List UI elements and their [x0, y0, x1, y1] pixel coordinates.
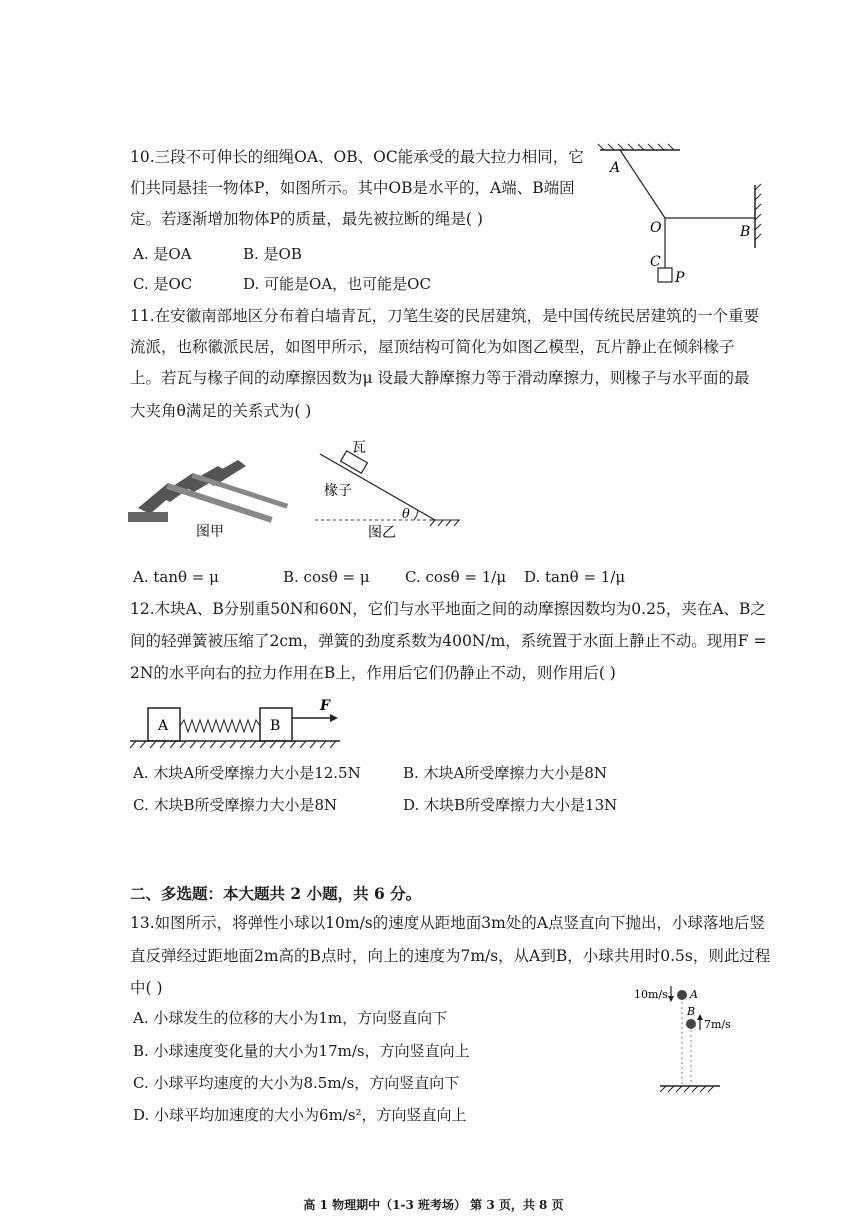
q11-line-2: 流派，也称徽派民居，如图甲所示，屋顶结构可简化为如图乙模型，瓦片静止在倾斜椽子: [130, 338, 735, 356]
q10-option-c: C. 是OC: [133, 275, 193, 293]
q11-label-chuanzi: 椽子: [324, 483, 352, 499]
q11-incline-figure: [310, 440, 470, 540]
q11-option-b: B. cosθ = μ: [283, 568, 370, 586]
q12-option-b: B. 木块A所受摩擦力大小是8N: [403, 764, 608, 782]
q12-label-f: F: [320, 698, 330, 714]
q11-label-jia: 图甲: [196, 524, 224, 538]
q13-line-1: 13.如图所示，将弹性小球以10m/s的速度从距地面3m处的A点竖直向下抛出，小球落地后竖: [130, 914, 766, 932]
page-footer: 高 1 物理期中（1-3 班考场） 第 3 页，共 8 页: [303, 1198, 564, 1212]
q11-option-d: D. tanθ = 1/μ: [524, 568, 626, 586]
q12-label-a: A: [158, 718, 169, 734]
q13-line-2: 直反弹经过距地面2m高的B点时，向上的速度为7m/s，从A到B，小球共用时0.5s，则此过程: [130, 947, 771, 965]
q13-line-3: 中( ): [130, 979, 163, 997]
q12-option-d: D. 木块B所受摩擦力大小是13N: [403, 796, 618, 814]
q10-line-1: 10.三段不可伸长的细绳OA、OB、OC能承受的最大拉力相同，它: [130, 148, 584, 166]
q11-line-1: 11.在安徽南部地区分布着白墙青瓦，刀笔生姿的民居建筑，是中国传统民居建筑的一个重要: [130, 307, 760, 325]
section2-heading: 二、多选题：本大题共 2 小题，共 6 分。: [130, 884, 422, 903]
q11-line-3: 上。若瓦与椽子间的动摩擦因数为μ 设最大静摩擦力等于滑动摩擦力，则椽子与水平面的最: [130, 369, 750, 387]
q10-option-d: D. 可能是OA，也可能是OC: [243, 275, 431, 293]
q13-ball-figure: [620, 982, 760, 1100]
q13-label-v2: 7m/s: [704, 1018, 731, 1031]
q11-line-4: 大夹角θ满足的关系式为( ): [130, 402, 312, 420]
q11-label-theta: θ: [402, 507, 410, 522]
q11-label-wa: 瓦: [352, 440, 366, 456]
q13-option-d: D. 小球平均加速度的大小为6m/s²，方向竖直向上: [133, 1106, 467, 1124]
q11-label-yi: 图乙: [368, 525, 396, 540]
q13-label-v1: 10m/s: [634, 988, 668, 1001]
q10-label-a: A: [610, 160, 621, 176]
q10-label-b: B: [740, 224, 751, 240]
q13-label-b: B: [687, 1005, 696, 1018]
q13-option-a: A. 小球发生的位移的大小为1m，方向竖直向下: [133, 1009, 448, 1027]
q10-rope-figure: [590, 140, 775, 290]
q13-option-c: C. 小球平均速度的大小为8.5m/s，方向竖直向下: [133, 1074, 460, 1092]
q10-label-p: P: [675, 270, 685, 286]
q12-option-a: A. 木块A所受摩擦力大小是12.5N: [133, 764, 361, 782]
q10-label-c: C: [650, 254, 661, 270]
q10-label-o: O: [650, 220, 662, 236]
q12-line-3: 2N的水平向右的拉力作用在B上，作用后它们仍静止不动，则作用后( ): [130, 664, 616, 682]
q10-option-a: A. 是OA: [133, 245, 192, 263]
q11-option-c: C. cosθ = 1/μ: [405, 568, 507, 586]
q13-label-a: A: [690, 988, 698, 1001]
q13-option-b: B. 小球速度变化量的大小为17m/s，方向竖直向上: [133, 1042, 470, 1060]
q12-label-b: B: [270, 718, 281, 734]
q12-line-2: 间的轻弹簧被压缩了2cm，弹簧的劲度系数为400N/m，系统置于水面上静止不动。现用F =: [130, 632, 767, 650]
q11-house-photo: [128, 448, 298, 538]
q10-option-b: B. 是OB: [243, 245, 302, 263]
q11-option-a: A. tanθ = μ: [133, 568, 219, 586]
q12-spring-figure: [130, 696, 350, 752]
q10-line-2: 们共同悬挂一物体P，如图所示。其中OB是水平的，A端、B端固: [130, 179, 575, 197]
q10-line-3: 定。若逐渐增加物体P的质量，最先被拉断的绳是( ): [130, 210, 483, 228]
q12-line-1: 12.木块A、B分别重50N和60N，它们与水平地面之间的动摩擦因数均为0.25，夹在A、B之: [130, 600, 766, 618]
q12-option-c: C. 木块B所受摩擦力大小是8N: [133, 796, 338, 814]
